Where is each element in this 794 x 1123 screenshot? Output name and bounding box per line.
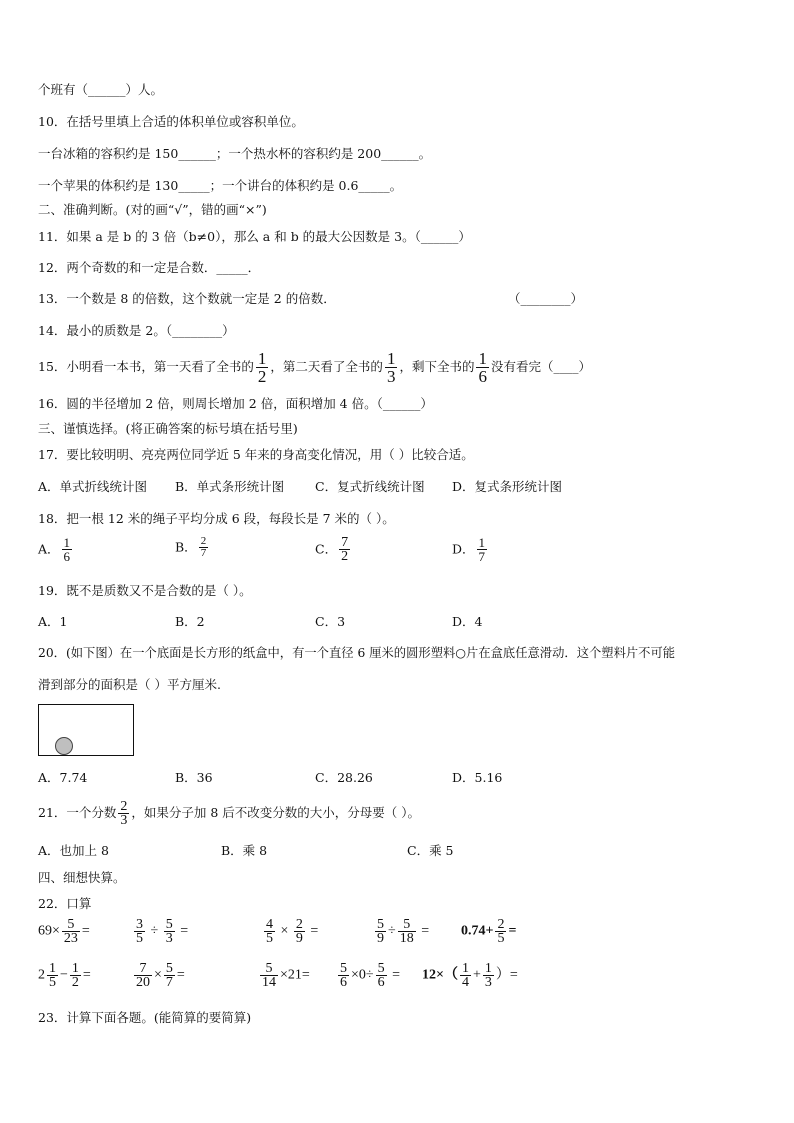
- option-d[interactable]: D．4: [452, 614, 483, 629]
- calc-item: 0.74+ $\frac{2}{5}$ =: [461, 917, 517, 946]
- option-c[interactable]: C．乘 5: [407, 843, 454, 858]
- question-20-options: [38, 770, 758, 786]
- line-class-count: 个班有（______）人。: [38, 82, 164, 97]
- option-b[interactable]: B．乘 8: [221, 843, 268, 858]
- question-19: 19．既不是质数又不是合数的是（ ）。: [38, 583, 252, 598]
- section-2-heading: 二、准确判断。(对的画“√”，错的画“×”): [38, 202, 267, 217]
- calc-item: $\frac{5}{6}$ ×0÷ $\frac{5}{6}$ =: [340, 961, 400, 990]
- option-b[interactable]: B．单式条形统计图: [175, 479, 285, 494]
- plastic-disc: [55, 737, 73, 755]
- question-17: 17．要比较明明、亮亮两位同学近 5 年来的身高变化情况，用（ ）比较合适。: [38, 447, 474, 462]
- question-18: 18．把一根 12 米的绳子平均分成 6 段，每段长是 7 米的（ ）。: [38, 511, 395, 526]
- section-3-heading: 三、谨慎选择。(将正确答案的标号填在括号里): [38, 421, 298, 436]
- question-21: 21．一个分数 $\frac{2}{3}$ ，如果分子加 8 后不改变分数的大小，分母要（ ）。: [38, 799, 421, 828]
- question-13: 13．一个数是 8 的倍数，这个数就一定是 2 的倍数．: [38, 291, 336, 306]
- calc-row-2: [38, 962, 758, 1002]
- question-19-options: [38, 614, 758, 630]
- option-b[interactable]: B．36: [175, 770, 213, 785]
- option-d[interactable]: D．复式条形统计图: [452, 479, 563, 494]
- question-18-options: [38, 536, 758, 574]
- question-17-options: [38, 479, 758, 495]
- calc-item: 69× $\frac{5}{23}$ =: [38, 917, 90, 946]
- calc-item: $\frac{5}{9}$ ÷ $\frac{5}{18}$ =: [377, 917, 430, 946]
- option-c[interactable]: C．28.26: [315, 770, 373, 785]
- question-15: 15．小明看一本书，第一天看了全书的 $\frac{1}{2}$ ，第二天看了全书的 $\frac{1}{3}$ ，剩下全书的 $\frac{1}{6}$ 没有看完（____）: [38, 349, 591, 386]
- option-a[interactable]: A．单式折线统计图: [38, 479, 148, 494]
- fraction-one-half: $\frac{1}{2}$: [257, 349, 267, 386]
- question-23: 23．计算下面各题。(能简算的要简算): [38, 1010, 252, 1025]
- question-12: 12．两个奇数的和一定是合数．_____．: [38, 260, 261, 275]
- option-b[interactable]: B．2: [175, 614, 205, 629]
- calc-item: $\frac{5}{14}$ ×21=: [262, 961, 310, 990]
- calc-item: 2 $\frac{1}{5}$ − $\frac{1}{2}$ =: [38, 961, 91, 990]
- question-22: 22．口算: [38, 896, 92, 911]
- fraction-one-third: $\frac{1}{3}$: [386, 349, 396, 386]
- option-c[interactable]: C． $\frac{7}{2}$: [315, 535, 349, 564]
- option-d[interactable]: D． $\frac{1}{7}$: [452, 535, 486, 564]
- calc-item: $\frac{4}{5}$ × $\frac{2}{9}$ =: [266, 917, 319, 946]
- calc-item: 12×（ $\frac{1}{4}$ + $\frac{1}{3}$ ）=: [422, 961, 518, 990]
- option-b[interactable]: B． $\frac{2}{7}$: [175, 535, 207, 559]
- fraction-two-thirds: $\frac{2}{3}$: [120, 799, 128, 828]
- question-11: 11．如果 a 是 b 的 3 倍（b≠0），那么 a 和 b 的最大公因数是 3。（______）: [38, 229, 471, 244]
- option-c[interactable]: C．复式折线统计图: [315, 479, 425, 494]
- question-10-line-a: 一台冰箱的容积约是 150______；一个热水杯的容积约是 200______。: [38, 146, 432, 161]
- fraction-one-sixth: $\frac{1}{6}$: [478, 349, 487, 386]
- calc-row-1: [38, 918, 758, 958]
- option-c[interactable]: C．3: [315, 614, 346, 629]
- calc-item: $\frac{3}{5}$ ÷ $\frac{5}{3}$ =: [136, 917, 189, 946]
- option-d[interactable]: D．5.16: [452, 770, 503, 785]
- option-a[interactable]: A．7.74: [38, 770, 88, 785]
- question-21-options: [38, 843, 758, 859]
- question-13-blank[interactable]: （________）: [508, 291, 584, 306]
- paper-box-figure: [38, 704, 134, 756]
- option-a[interactable]: A． $\frac{1}{6}$: [38, 535, 71, 564]
- question-10: 10．在括号里填上合适的体积单位或容积单位。: [38, 114, 304, 129]
- question-14: 14．最小的质数是 2。（________）: [38, 323, 235, 338]
- option-a[interactable]: A．1: [38, 614, 68, 629]
- calc-item: $\frac{7}{20}$ × $\frac{5}{7}$ =: [136, 961, 185, 990]
- question-10-line-b: 一个苹果的体积约是 130_____；一个讲台的体积约是 0.6_____。: [38, 178, 403, 193]
- section-4-heading: 四、细想快算。: [38, 870, 126, 885]
- option-a[interactable]: A．也加上 8: [38, 843, 109, 858]
- question-20-line-a: 20．(如下图）在一个底面是长方形的纸盒中，有一个直径 6 厘米的圆形塑料○片在盒底任意滑动．这个塑料片不可能: [38, 646, 676, 660]
- question-20-line-b: 滑到部分的面积是（ ）平方厘米.: [38, 677, 221, 692]
- question-16: 16．圆的半径增加 2 倍，则周长增加 2 倍，面积增加 4 倍。（______）: [38, 396, 433, 411]
